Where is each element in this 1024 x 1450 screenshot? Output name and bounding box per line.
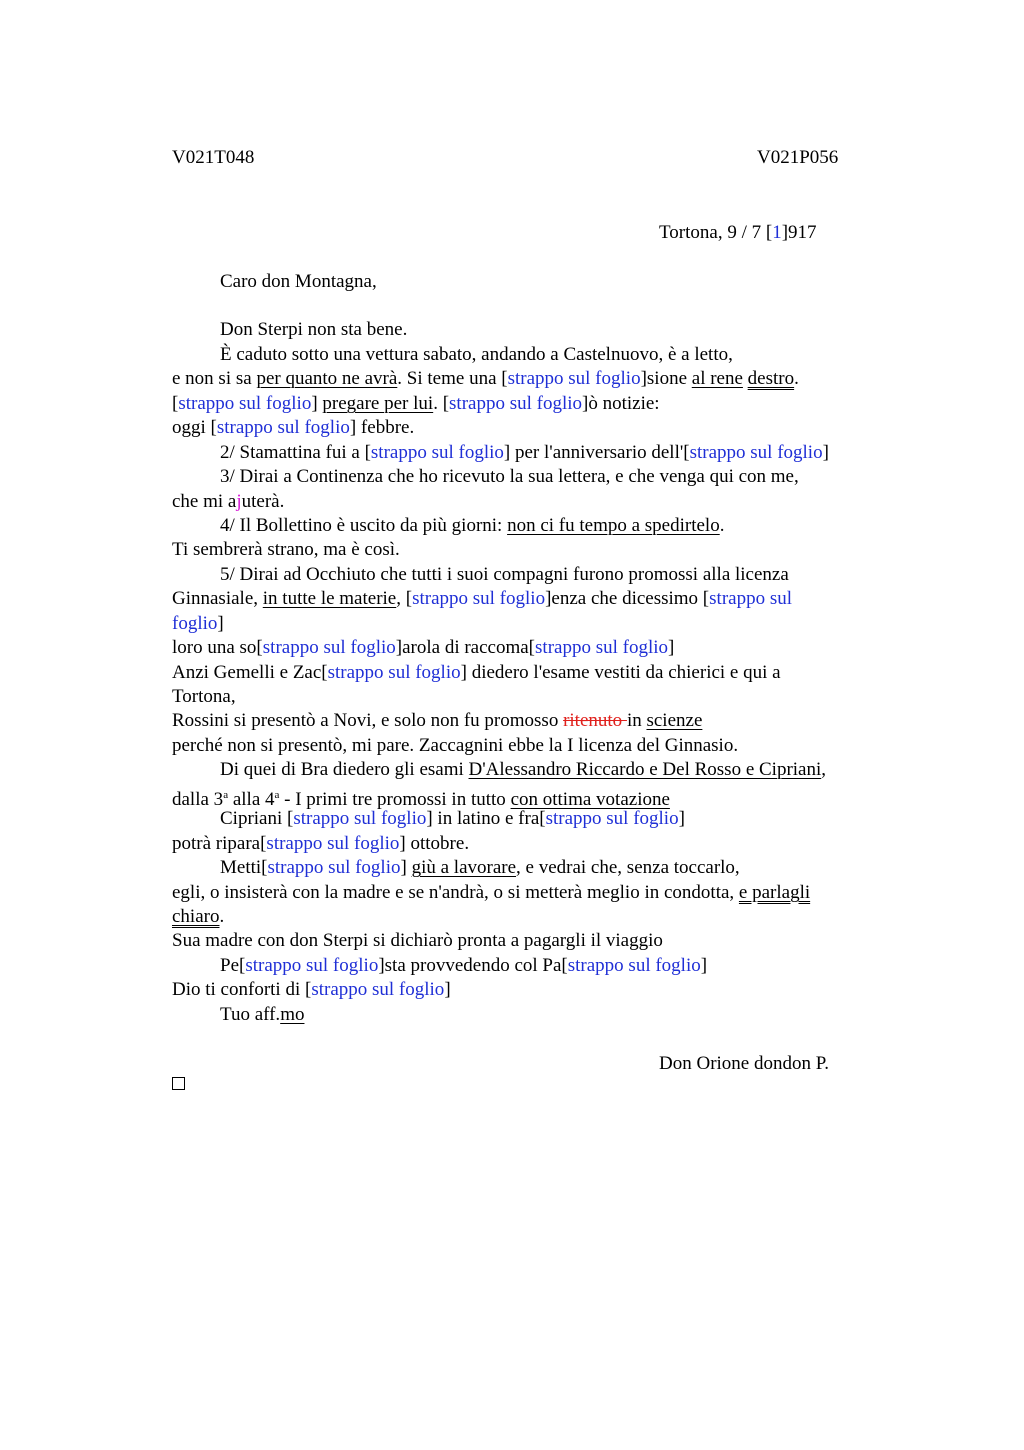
text: ] [668, 637, 675, 658]
body-line-28 [172, 978, 451, 1002]
body-line-23 [220, 856, 740, 880]
text: ] [444, 979, 451, 1000]
text: uterà. [241, 491, 285, 512]
tear-note: strappo sul foglio [507, 368, 641, 389]
text: 4/ Il Bollettino è uscito da più giorni: [220, 515, 508, 536]
text: Pe[ [220, 955, 246, 976]
body-line-26: Sua madre con don Sterpi si dichiarò pronta a pagargli il viaggio [172, 930, 663, 951]
text: , [821, 759, 827, 780]
body-line-27 [220, 954, 707, 978]
body-line-14 [172, 636, 674, 660]
body-line-17 [172, 709, 702, 733]
body-line-3 [172, 367, 799, 391]
dateline-before: Tortona, 9 / 7 [ [659, 222, 773, 243]
underlined-text: con ottima votazione [510, 789, 670, 810]
body-line-22 [172, 832, 469, 856]
tear-note: strappo sul foglio [567, 955, 701, 976]
text: ] febbre. [349, 417, 415, 438]
tear-note: strappo sul foglio [449, 393, 583, 414]
text: ] per l'anniversario dell'[ [503, 442, 690, 463]
doc-code-right: V021P056 [757, 147, 839, 168]
double-underlined-text: e parlagli [738, 882, 811, 903]
body-line-13 [172, 612, 224, 636]
tear-note: strappo sul foglio [370, 442, 504, 463]
text: . [719, 515, 725, 536]
dateline-after: ]917 [781, 222, 817, 243]
body-line-19 [220, 758, 826, 782]
tear-note: strappo sul foglio [689, 442, 823, 463]
text: Ginnasiale, [172, 588, 263, 609]
double-underlined-text: destro [747, 368, 795, 389]
underlined-text: giù a lavorare [411, 857, 517, 878]
tear-note: strappo sul foglio [545, 808, 679, 829]
text: ]sione [640, 368, 692, 389]
text: Cipriani [ [220, 808, 294, 829]
text: egli, o insisterà con la madre e se n'andrà, o si metterà meglio in condotta, [172, 882, 739, 903]
tear-note: strappo sul foglio [178, 393, 312, 414]
underlined-text: al rene [691, 368, 743, 389]
body-line-4 [172, 392, 660, 416]
body-line-8 [172, 490, 284, 514]
body-line-10: Ti sembrerà strano, ma è così. [172, 539, 400, 560]
underlined-text: pregare per lui [322, 393, 434, 414]
text: . [ [433, 393, 450, 414]
tear-note: strappo sul foglio [311, 979, 445, 1000]
text: ]ò notizie: [582, 393, 660, 414]
text: . [219, 906, 225, 927]
text: oggi [ [172, 417, 217, 438]
text: ] [822, 442, 829, 463]
underlined-text: in tutte le materie [262, 588, 397, 609]
text: - I primi tre promossi in tutto [279, 789, 511, 810]
tear-note: strappo sul foglio [293, 808, 427, 829]
underlined-text: D'Alessandro Riccardo e Del Rosso e Cipriani [468, 759, 822, 780]
body-line-11: 5/ Dirai ad Occhiuto che tutti i suoi compagni furono promossi alla licenza [220, 564, 789, 585]
double-underlined-text: chiaro [172, 906, 220, 927]
text: in [626, 710, 647, 731]
salutation: Caro don Montagna, [220, 271, 377, 292]
text: ] ottobre. [399, 833, 470, 854]
body-line-1: Don Sterpi non sta bene. [220, 319, 408, 340]
tear-note-part: foglio [172, 613, 218, 634]
text: Anzi Gemelli e Zac[ [172, 662, 328, 683]
text: ] [311, 393, 323, 414]
tear-note-part: strappo sul [709, 588, 792, 609]
text: Rossini si presentò a Novi, e solo non fu promosso [172, 710, 564, 731]
text: ] [678, 808, 685, 829]
closing [220, 1003, 304, 1027]
text: e non si sa [172, 368, 257, 389]
dateline-insert: 1 [772, 222, 782, 243]
text: [ [172, 393, 179, 414]
text: ] [400, 857, 412, 878]
body-line-6 [220, 441, 829, 465]
text: . Si teme una [ [397, 368, 508, 389]
checkbox-icon [172, 1077, 185, 1090]
text: ] diedero l'esame vestiti da chierici e qui a [460, 662, 781, 683]
body-line-15 [172, 661, 781, 685]
tear-note: strappo sul foglio [262, 637, 396, 658]
text: loro una so[ [172, 637, 263, 658]
ordinal-mark: a [274, 789, 280, 801]
tear-note: strappo sul foglio [327, 662, 461, 683]
body-line-5 [172, 416, 414, 440]
tear-note: strappo sul foglio [412, 588, 546, 609]
body-line-21 [220, 807, 685, 831]
struck-text: ritenuto [563, 710, 627, 731]
corrected-letter: j [236, 491, 242, 512]
text: . [794, 368, 799, 389]
tear-note: strappo sul foglio [535, 637, 669, 658]
body-line-16: Tortona, [172, 686, 236, 707]
text: Metti[ [220, 857, 268, 878]
text: ] [217, 613, 224, 634]
text: , e vedrai che, senza toccarlo, [516, 857, 740, 878]
body-line-24 [172, 881, 810, 905]
text: , [ [396, 588, 413, 609]
signature: Don Orione dondon P. [659, 1053, 829, 1074]
body-line-9 [220, 514, 724, 538]
text: ]arola di raccoma[ [395, 637, 536, 658]
underlined-text: mo [280, 1004, 305, 1025]
tear-note: strappo sul foglio [245, 955, 379, 976]
tear-note: strappo sul foglio [216, 417, 350, 438]
body-line-7: 3/ Dirai a Continenza che ho ricevuto la sua lettera, e che venga qui con me, [220, 466, 799, 487]
underlined-text: per quanto ne avrà [256, 368, 398, 389]
text: Dio ti conforti di [ [172, 979, 312, 1000]
ordinal-mark: a [223, 789, 229, 801]
tear-note: strappo sul foglio [267, 857, 401, 878]
text: che mi a [172, 491, 237, 512]
text: ]sta provvedendo col Pa[ [378, 955, 568, 976]
body-line-2: È caduto sotto una vettura sabato, andando a Castelnuovo, è a letto, [220, 344, 733, 365]
tear-note: strappo sul foglio [266, 833, 400, 854]
text: Di quei di Bra diedero gli esami [220, 759, 469, 780]
underlined-text: non ci fu tempo a spedirtelo [507, 515, 720, 536]
underlined-text: scienze [646, 710, 703, 731]
text: ] in latino e fra[ [426, 808, 546, 829]
text: 2/ Stamattina fui a [ [220, 442, 371, 463]
text: ]enza che dicessimo [ [545, 588, 710, 609]
text: potrà ripara[ [172, 833, 267, 854]
body-line-18: perché non si presentò, mi pare. Zaccagnini ebbe la I licenza del Ginnasio. [172, 735, 739, 756]
text: dalla 3 [172, 789, 224, 810]
text: ] [700, 955, 708, 976]
text: alla 4 [228, 789, 275, 810]
text: Tuo aff. [220, 1004, 281, 1025]
body-line-12 [172, 587, 792, 611]
doc-code-left: V021T048 [172, 147, 255, 168]
dateline [659, 221, 817, 245]
body-line-25 [172, 905, 224, 929]
